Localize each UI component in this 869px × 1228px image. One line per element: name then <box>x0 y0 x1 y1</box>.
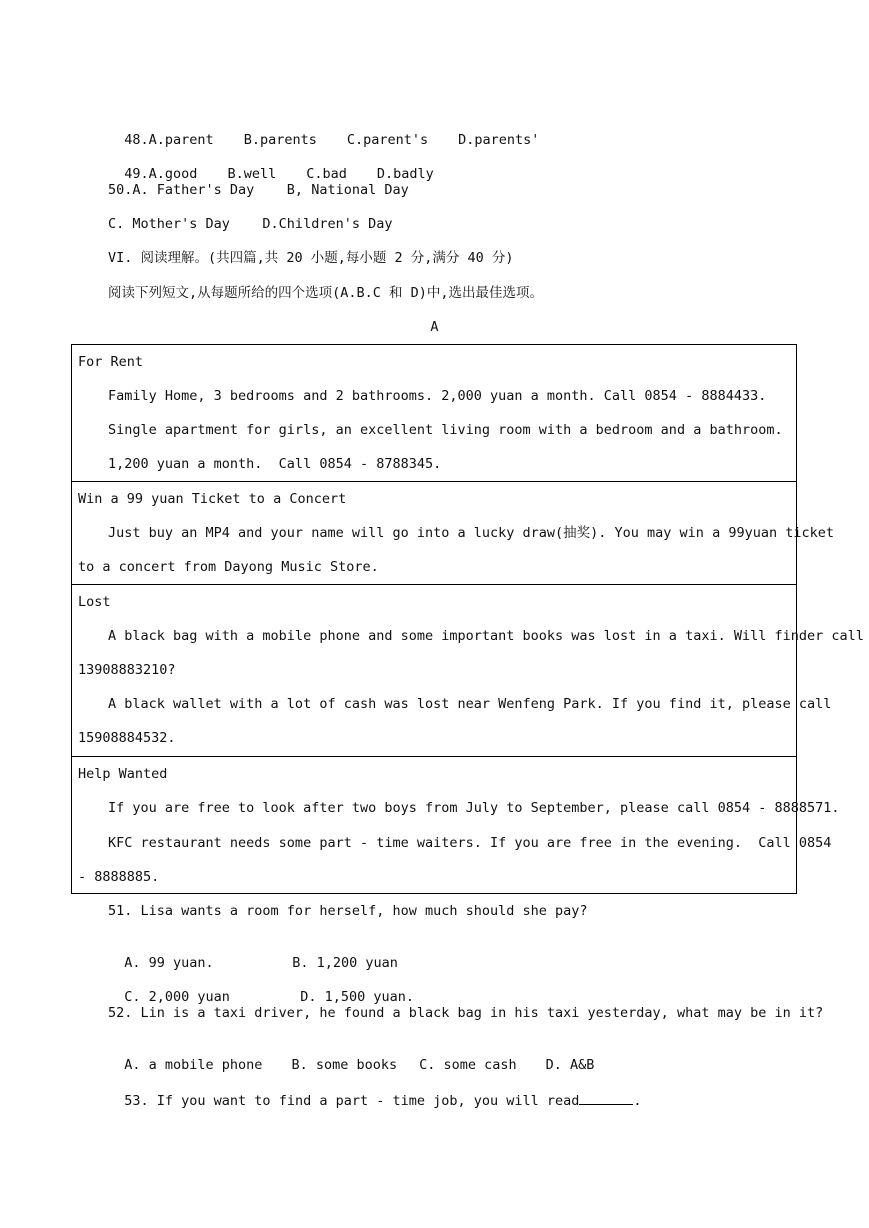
passage-label: A <box>430 319 439 335</box>
ad-lost <box>72 585 864 757</box>
ad-rent-line-1: Family Home, 3 bedrooms and 2 bathrooms. 2,000 yuan a month. Call 0854 - 8884433. <box>108 388 767 404</box>
q51-option-b: B. 1,200 yuan <box>292 955 398 971</box>
ad-help-line-2: KFC restaurant needs some part - time waiters. If you are free in the evening. Call 0854 <box>108 835 832 851</box>
q52-option-a: A. a mobile phone <box>124 1057 263 1073</box>
q51-option-a: A. 99 yuan. <box>124 955 214 971</box>
question-51-options-row-2 <box>108 970 414 1006</box>
question-50-line-2: C. Mother's Day D.Children's Day <box>108 216 393 232</box>
question-52-options <box>108 1038 594 1074</box>
ad-rent-line-3: 1,200 yuan a month. Call 0854 - 8788345. <box>108 456 442 472</box>
ad-lost-line-2: 13908883210? <box>78 662 176 678</box>
q52-option-c: C. some cash <box>419 1057 517 1073</box>
q49-option-a: A.good <box>148 166 198 182</box>
q49-option-b: B.well <box>227 166 277 182</box>
q48-option-a: A.parent <box>148 132 214 148</box>
ad-rent-title: For Rent <box>78 354 144 370</box>
ad-lost-title: Lost <box>78 594 111 610</box>
q48-num: 48. <box>124 132 149 148</box>
question-53 <box>108 1072 642 1110</box>
ad-concert-line-2: to a concert from Dayong Music Store. <box>78 559 379 575</box>
ad-help-line-1: If you are free to look after two boys from July to September, please call 0854 - 8888571. <box>108 800 840 816</box>
ad-help-title: Help Wanted <box>78 766 168 782</box>
q53-end: . <box>633 1093 642 1109</box>
question-49-options <box>108 147 434 183</box>
ad-for-rent <box>72 345 796 482</box>
question-48-options <box>108 113 539 149</box>
question-51-stem: 51. Lisa wants a room for herself, how much should she pay? <box>108 903 588 919</box>
q51-option-c: C. 2,000 yuan <box>124 989 230 1005</box>
ad-lost-line-3: A black wallet with a lot of cash was lost near Wenfeng Park. If you find it, please call <box>108 696 832 712</box>
q48-option-c: C.parent's <box>346 132 429 148</box>
ad-lost-line-4: 15908884532. <box>78 730 176 746</box>
q51-option-d: D. 1,500 yuan. <box>300 989 415 1005</box>
ad-help-line-3: - 8888885. <box>78 869 160 885</box>
ad-help-wanted <box>72 757 840 893</box>
q49-option-c: C.bad <box>306 166 347 182</box>
ad-concert-title: Win a 99 yuan Ticket to a Concert <box>78 491 347 507</box>
q52-option-b: B. some books <box>291 1057 398 1073</box>
ad-lost-line-1: A black bag with a mobile phone and some important books was lost in a taxi. Will finder call <box>108 628 864 644</box>
ad-concert-ticket <box>72 482 834 585</box>
q48-option-d: D.parents' <box>458 132 540 148</box>
question-52-stem: 52. Lin is a taxi driver, he found a black bag in his taxi yesterday, what may be in it? <box>108 1005 824 1021</box>
question-51-options-row-1 <box>108 936 398 972</box>
q49-option-d: D.badly <box>376 166 434 182</box>
ad-rent-line-2: Single apartment for girls, an excellent living room with a bedroom and a bathroom. <box>108 422 783 438</box>
ads-table <box>71 344 864 894</box>
q52-option-d: D. A&B <box>545 1057 595 1073</box>
q48-option-b: B.parents <box>243 132 317 148</box>
q49-num: 49. <box>124 166 149 182</box>
q53-stem: 53. If you want to find a part - time job, you will read <box>124 1093 580 1109</box>
answer-blank <box>579 1090 633 1105</box>
ad-concert-line-1: Just buy an MP4 and your name will go into a lucky draw(抽奖). You may win a 99yuan ticket <box>108 525 834 541</box>
question-50-line-1: 50.A. Father's Day B, National Day <box>108 182 409 198</box>
instructions: 阅读下列短文,从每题所给的四个选项(A.B.C 和 D)中,选出最佳选项。 <box>108 285 544 301</box>
section-title: VI. 阅读理解。(共四篇,共 20 小题,每小题 2 分,满分 40 分) <box>108 250 514 266</box>
